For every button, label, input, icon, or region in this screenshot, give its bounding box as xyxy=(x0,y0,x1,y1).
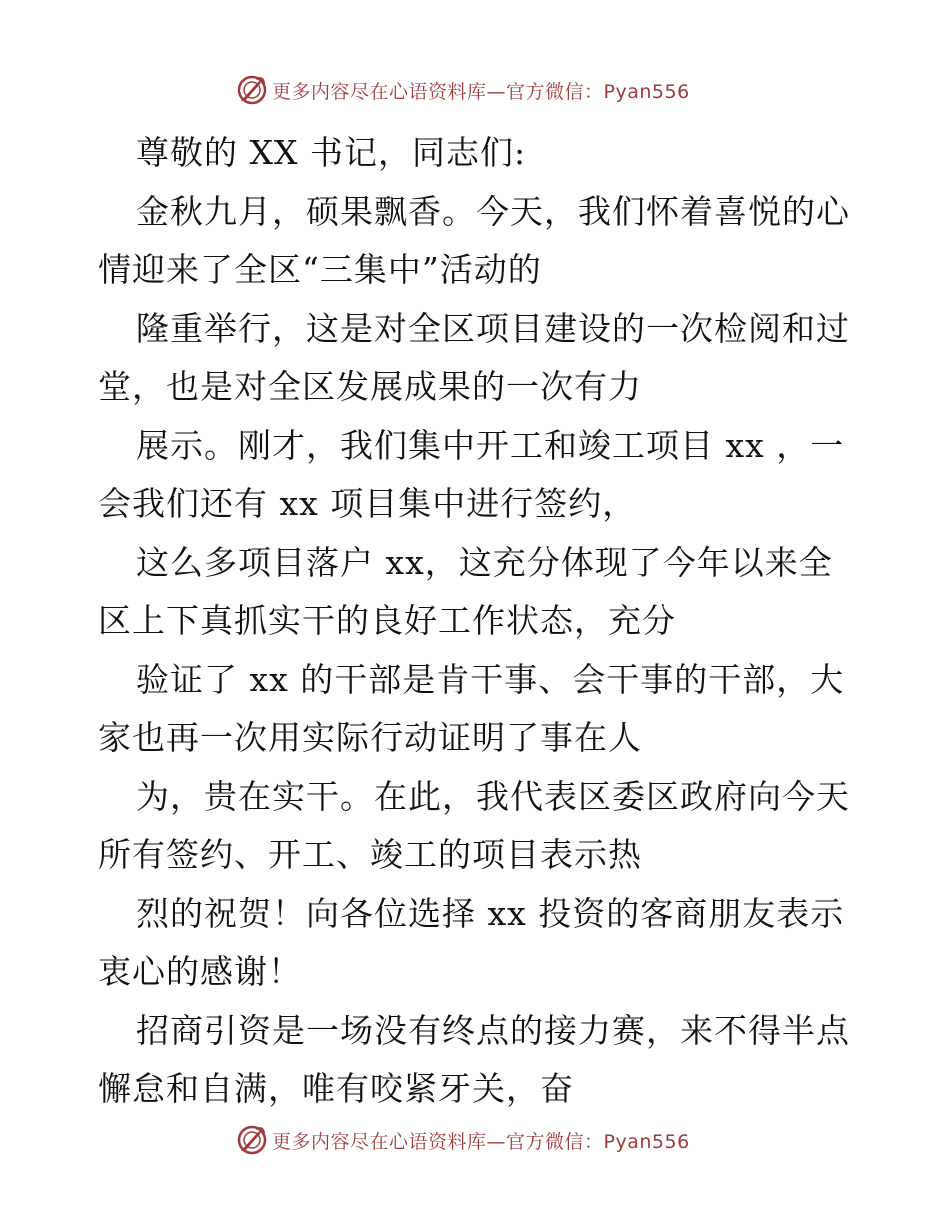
paragraph-line: 家也再一次用实际行动证明了事在人 xyxy=(98,718,642,757)
paragraph-line: 区上下真抓实干的良好工作状态，充分 xyxy=(98,601,676,640)
paragraph-line: 为，贵在实干。在此，我代表区委区政府向今天 xyxy=(136,776,850,816)
paragraph-line: 所有签约、开工、竣工的项目表示热 xyxy=(98,835,642,874)
paragraph-line: 招商引资是一场没有终点的接力赛，来不得半点 xyxy=(136,1010,850,1050)
paragraph-line: 烈的祝贺！向各位选择 xx 投资的客商朋友表示 xyxy=(136,893,845,933)
header-banner-text: 更多内容尽在心语资料库—官方微信：Pyan556 xyxy=(272,80,690,103)
paragraph-line: 隆重举行，这是对全区项目建设的一次检阅和过 xyxy=(136,308,850,348)
paragraph-line: 会我们还有 xx 项目集中进行签约， xyxy=(98,484,637,523)
paragraph-line: 验证了 xx 的干部是肯干事、会干事的干部，大 xyxy=(136,659,845,699)
paragraph-line: 衷心的感谢！ xyxy=(98,952,302,991)
header-banner xyxy=(236,72,690,108)
quill-pen-logo-icon xyxy=(236,74,268,106)
document-body xyxy=(98,124,858,1119)
paragraph-line: 这么多项目落户 xx，这充分体现了今年以来全 xyxy=(136,542,833,582)
paragraph-line: 堂，也是对全区发展成果的一次有力 xyxy=(98,367,642,406)
paragraph-line: 展示。刚才，我们集中开工和竣工项目 xx ，一 xyxy=(136,425,845,465)
footer-banner-text: 更多内容尽在心语资料库—官方微信：Pyan556 xyxy=(272,1130,690,1153)
salutation-line: 尊敬的 XX 书记，同志们: xyxy=(136,133,527,172)
quill-pen-logo-icon xyxy=(236,1124,268,1156)
footer-banner xyxy=(236,1122,690,1158)
paragraph-line: 懈怠和自满，唯有咬紧牙关，奋 xyxy=(98,1069,574,1108)
paragraph-line: 情迎来了全区“三集中”活动的 xyxy=(98,250,542,289)
paragraph-line: 金秋九月，硕果飘香。今天，我们怀着喜悦的心 xyxy=(136,191,850,231)
